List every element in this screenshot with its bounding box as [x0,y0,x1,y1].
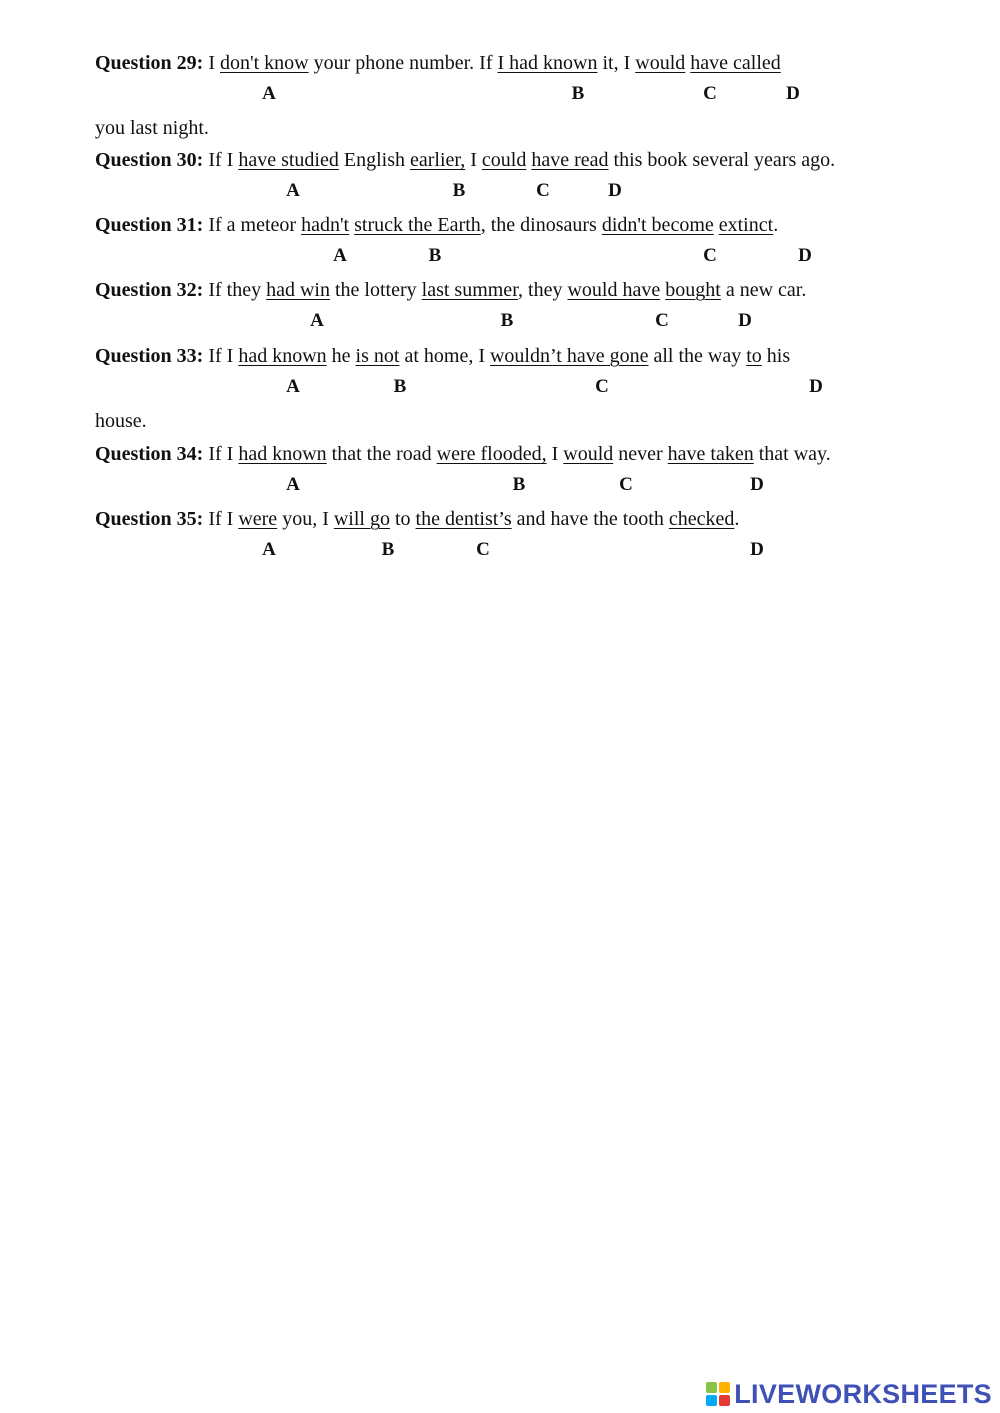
sentence-continuation: house. [95,410,147,432]
option-letter: D [809,376,823,397]
question-label: Question 29: [95,52,204,74]
option-letter: C [703,245,717,266]
underlined-option: would [563,443,614,465]
sentence-text: it, I [597,52,636,74]
sentence-text: , they [518,279,568,301]
sentence-text: this book several years ago. [608,149,836,171]
logo-square [719,1382,730,1393]
option-letter: C [655,310,669,331]
sentence-text: to [389,508,416,530]
liveworksheets-logo-icon [706,1382,730,1406]
option-letter: C [619,474,633,495]
option-letter: C [595,376,609,397]
option-letter: C [536,180,550,201]
option-letter: B [381,539,395,560]
underlined-option: earlier, [409,149,466,171]
question-label: Question 30: [95,149,204,171]
sentence-text: you, I [277,508,334,530]
underlined-option: checked [668,508,735,530]
sentence-text: that way. [753,443,831,465]
sentence-text: If I [203,443,239,465]
underlined-option: would have [567,279,661,301]
underlined-option: had known [238,443,327,465]
underlined-option: the dentist’s [415,508,512,530]
question-label: Question 35: [95,508,204,530]
underlined-option: I had known [497,52,598,74]
underlined-option: bought [665,279,721,301]
option-letter: A [310,310,324,331]
sentence-text: . [734,508,740,530]
option-letter: A [286,180,300,201]
sentence-text: a new car. [720,279,807,301]
underlined-option: were [238,508,278,530]
underlined-option: have called [690,52,781,74]
underlined-option: to [746,345,762,367]
sentence-text: your phone number. If [308,52,498,74]
option-letter: B [393,376,407,397]
underlined-option: would [635,52,686,74]
sentence-text: English [338,149,410,171]
question-sentence [95,277,806,303]
logo-square [706,1382,717,1393]
question-sentence [95,506,739,532]
sentence-text: If a meteor [203,214,302,236]
logo-square [719,1395,730,1406]
logo-square [706,1395,717,1406]
question-sentence [95,50,781,76]
underlined-option: could [481,149,527,171]
underlined-option: have read [531,149,609,171]
sentence-text: at home, I [399,345,490,367]
sentence-text: that the road [326,443,437,465]
underlined-option: will go [333,508,390,530]
sentence-text: I [546,443,564,465]
underlined-option: had known [238,345,327,367]
sentence-text: all the way [648,345,747,367]
sentence-text: the lottery [330,279,422,301]
option-letter: A [333,245,347,266]
option-letter: A [286,376,300,397]
underlined-option: last summer [421,279,519,301]
underlined-option: don't know [220,52,309,74]
underlined-option: is not [355,345,400,367]
question-sentence [95,343,790,369]
sentence-text: . [773,214,779,236]
sentence-text: If they [203,279,267,301]
underlined-option: didn't become [601,214,714,236]
option-letter: A [286,474,300,495]
brand-watermark [706,1379,992,1409]
sentence-text: If I [203,149,239,171]
option-letter: D [750,474,764,495]
question-sentence [95,147,835,173]
question-label: Question 34: [95,443,204,465]
option-letter: D [738,310,752,331]
sentence-text: , the dinosaurs [480,214,602,236]
sentence-continuation: you last night. [95,117,209,139]
sentence-text: he [326,345,356,367]
option-letter: D [750,539,764,560]
underlined-option: wouldn’t have gone [489,345,649,367]
question-sentence [95,212,778,238]
option-letter: D [798,245,812,266]
option-letter: C [703,83,717,104]
sentence-text: never [613,443,668,465]
option-letter: A [262,539,276,560]
underlined-option: struck the Earth [354,214,481,236]
underlined-option: had win [266,279,330,301]
option-letter: B [571,83,585,104]
option-letter: B [428,245,442,266]
underlined-option: have studied [238,149,339,171]
underlined-option: extinct [718,214,774,236]
question-sentence [95,441,831,467]
option-letter: B [512,474,526,495]
option-letter: D [786,83,800,104]
sentence-text: his [761,345,791,367]
underlined-option: hadn't [301,214,350,236]
option-letter: C [476,539,490,560]
sentence-text: I [465,149,482,171]
option-letter: B [500,310,514,331]
option-letter: A [262,83,276,104]
underlined-option: were flooded, [436,443,547,465]
option-letter: B [452,180,466,201]
sentence-text: If I [203,508,239,530]
brand-name: LIVEWORKSHEETS [734,1378,992,1409]
sentence-text: I [203,52,221,74]
underlined-option: have taken [667,443,754,465]
option-letter: D [608,180,622,201]
sentence-text: If I [203,345,239,367]
question-label: Question 32: [95,279,204,301]
question-label: Question 31: [95,214,204,236]
question-label: Question 33: [95,345,204,367]
sentence-text: and have the tooth [511,508,669,530]
